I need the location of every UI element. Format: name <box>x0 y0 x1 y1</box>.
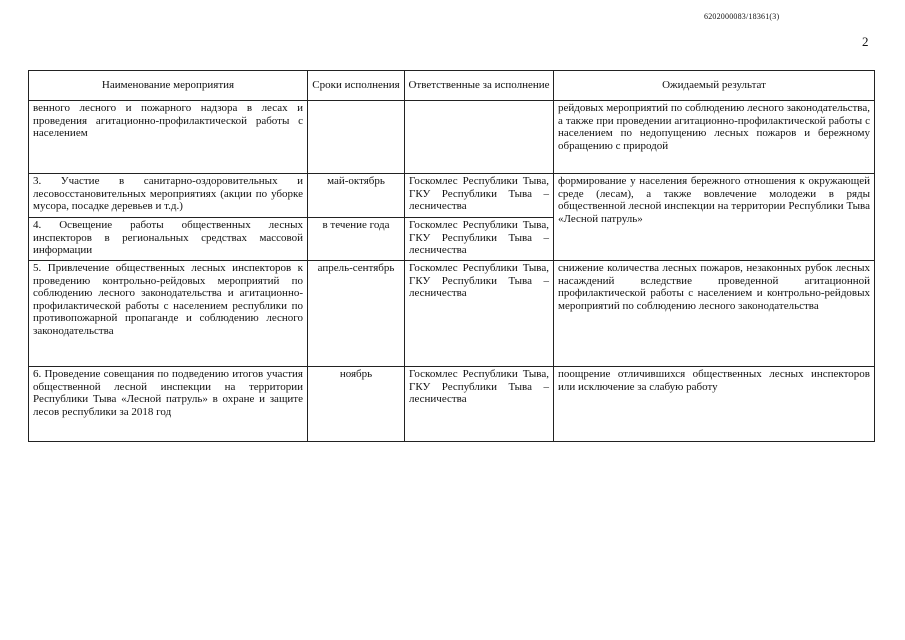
responsible-cell: Госкомлес Республики Тыва, ГКУ Республики Тыва – лесничества <box>405 261 554 367</box>
header-activity: Наименование мероприятия <box>29 71 308 101</box>
activity-cell: 4. Освещение работы общественных лесных инспекторов в региональных средствах массовой информации <box>29 218 308 261</box>
header-term: Сроки исполнения <box>308 71 405 101</box>
term-cell: ноябрь <box>308 367 405 442</box>
table-header-row <box>29 71 875 101</box>
result-cell: поощрение отличившихся общественных лесных инспекторов или исключение за слабую работу <box>554 367 875 442</box>
header-responsible: Ответственные за исполнение <box>405 71 554 101</box>
table-row <box>29 261 875 367</box>
term-cell: в течение года <box>308 218 405 261</box>
table-row <box>29 174 875 218</box>
document-id: 6202000083/18361(3) <box>704 12 780 21</box>
term-cell: май-октябрь <box>308 174 405 218</box>
activities-table <box>28 70 875 442</box>
result-cell: снижение количества лесных пожаров, незаконных рубок лесных насаждений вследствие проведенной агитационной профилактической работы с населением и контрольно-рейдовых мероприятий по соблюдению лесного законодательства <box>554 261 875 367</box>
page-number: 2 <box>862 34 869 49</box>
result-cell: формирование у населения бережного отношения к окружающей среде (лесам), а также вовлечение молодежи в ряды общественной лесной инспекции на территории Республики Тыва «Лесной патруль» <box>554 174 875 261</box>
table-row <box>29 101 875 174</box>
term-cell <box>308 101 405 174</box>
responsible-cell: Госкомлес Республики Тыва, ГКУ Республики Тыва – лесничества <box>405 367 554 442</box>
term-cell: апрель-сентябрь <box>308 261 405 367</box>
header-result: Ожидаемый результат <box>554 71 875 101</box>
result-cell: рейдовых мероприятий по соблюдению лесного законодательства, а также при проведении агитационно-профилактической работы с населением по недопущению лесных пожаров и бережному обращению с природой <box>554 101 875 174</box>
table-row <box>29 367 875 442</box>
activity-cell: венного лесного и пожарного надзора в лесах и проведения агитационно-профилактической работы с населением <box>29 101 308 174</box>
activity-cell: 6. Проведение совещания по подведению итогов участия общественной лесной инспекции на территории Республики Тыва «Лесной патруль» в охране и защите лесов республики за 2018 год <box>29 367 308 442</box>
responsible-cell: Госкомлес Республики Тыва, ГКУ Республики Тыва – лесничества <box>405 174 554 218</box>
responsible-cell <box>405 101 554 174</box>
activity-cell: 3. Участие в санитарно-оздоровительных и лесовосстановительных мероприятиях (акции по уборке мусора, посадке деревьев и т.д.) <box>29 174 308 218</box>
activity-cell: 5. Привлечение общественных лесных инспекторов к проведению контрольно-рейдовых мероприятий по соблюдению лесного законодательства и агитационно-профилактической работы с населением республики по противопожарной пропаганде и соблюдению лесного законодательства <box>29 261 308 367</box>
responsible-cell: Госкомлес Республики Тыва, ГКУ Республики Тыва – лесничества <box>405 218 554 261</box>
